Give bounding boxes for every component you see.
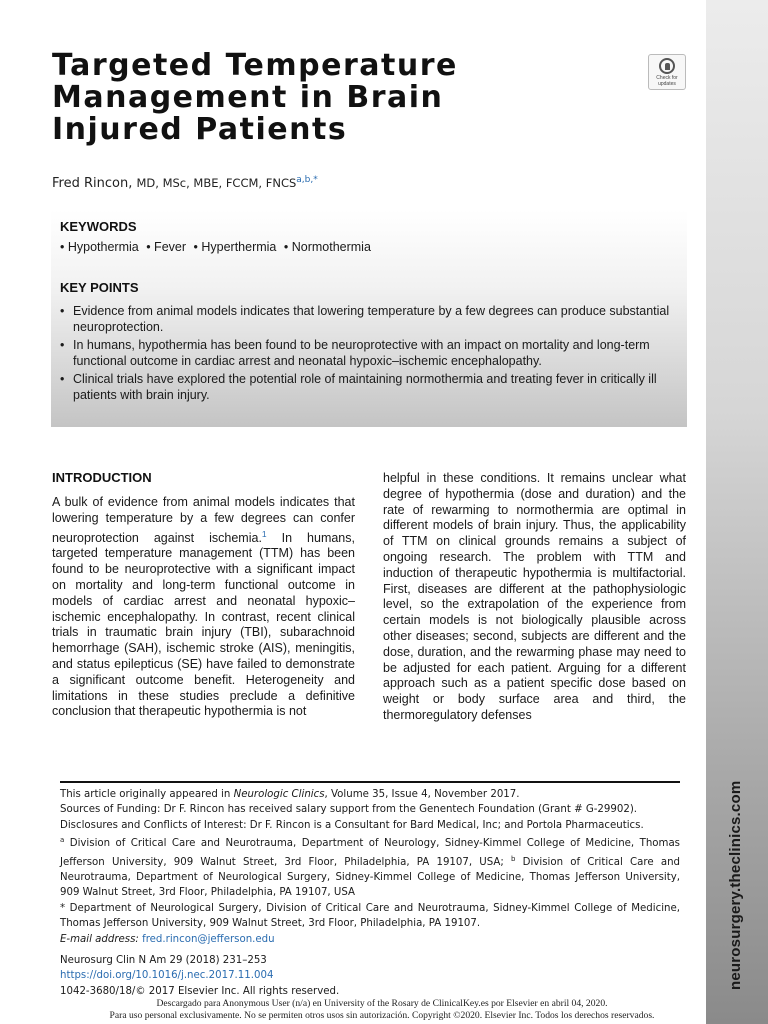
key-point-item: • Evidence from animal models indicates that lowering temperature by a few degrees can produce substantial neuroprotection. [60, 303, 677, 335]
disclosures-note: Disclosures and Conflicts of Interest: Dr F. Rincon is a Consultant for Bard Medical, Inc; and Portola Pharmaceutics. [60, 819, 644, 831]
keywords-heading: KEYWORDS [60, 219, 137, 234]
key-point-item: • In humans, hypothermia has been found to be neuroprotective with an impact on mortality and long-term functional outcome in cardiac arrest and neonatal hypoxic–ischemic encephalopathy. [60, 337, 677, 369]
intro-right-column: helpful in these conditions. It remains unclear what degree of hypothermia (dose and duration) and the rate of rewarming to normothermia are optimal in different models of brain injury. Thus, the applicability of TTM on clinical grounds remains a subject of ongoing research. The problem with TTM and induction of therapeutic hypothermia is multifactorial. First, diseases are different at the pathophysiologic level, so the extrapolation of the experience from certain models is not biologically plausible across other diseases; second, subjects are different and the dose, duration, and the rewarming phase may need to be adjusted for each patient. Arguing for a different approach such as a patient specific dose based on weight or body surface area and third, the thermoregulatory defenses [383, 471, 686, 722]
download-notice [60, 998, 704, 1022]
keyword: • Fever [146, 240, 187, 254]
original-journal: Neurologic Clinics [233, 789, 325, 800]
affiliations-note: $^a$ Division of Critical Care and Neurotrauma, Department of Neurology, Sidney-Kimmel College of Medicine, Thomas Jefferson University, 909 Walnut Street, 3rd Floor, Philadelphia, PA 19107, USA; $^b$ Division of Critical Care and Neurotrauma, Department of Neurological Surgery, Sidney-Kimmel College of Medicine, Thomas Jefferson University, 909 Walnut Street, 3rd Floor, Philadelphia, PA 19107, USA [60, 836, 681, 899]
footnotes [60, 787, 680, 947]
email-line [60, 932, 680, 947]
title-line-2: Management in Brain [52, 80, 444, 115]
original-publication-note: This article originally appeared in Neurologic Clinics, Volume 35, Issue 4, November 2017. [60, 789, 520, 800]
journal-url: neurosurgery.theclinics.com [727, 780, 744, 990]
title-line-1: Targeted Temperature [52, 48, 458, 83]
bookmark-icon [659, 58, 675, 74]
corresponding-author-note: * Department of Neurological Surgery, Division of Critical Care and Neurotrauma, Sidney-Kimmel College of Medicine, Thomas Jefferson University, 909 Walnut Street, 3rd Floor, Philadelphia, PA 19107. [60, 902, 680, 930]
keyword: • Normothermia [283, 240, 371, 254]
title-line-3: Injured Patients [52, 112, 348, 147]
check-for-updates-label: Check for updates [656, 75, 678, 87]
intro-left-text-1: A bulk of evidence from animal models indicates that lowering temperature by a few degrees can confer neuroprotection against ischemia. [52, 495, 355, 545]
citation-block [60, 953, 339, 999]
journal-citation: Neurosurg Clin N Am 29 (2018) 231–253 [60, 955, 267, 966]
footnote-divider [60, 781, 680, 783]
email-link[interactable]: fred.rincon@jefferson.edu [142, 933, 275, 945]
affiliation-marks-link[interactable]: a,b,* [296, 175, 318, 185]
funding-note: Sources of Funding: Dr F. Rincon has received salary support from the Genentech Foundation (Grant # G-29902). [60, 804, 638, 816]
download-notice-line-1: Descargado para Anonymous User (n/a) en University of the Rosary de ClinicalKey.es por Elsevier en abril 04, 2020. [156, 998, 608, 1009]
key-point-item: • Clinical trials have explored the potential role of maintaining normothermia and treating fever in critically ill patients with brain injury. [60, 371, 677, 403]
email-label: E-mail address: [60, 933, 139, 945]
key-points-heading: KEY POINTS [60, 280, 139, 295]
author-line [52, 175, 318, 191]
intro-left-column [52, 495, 355, 720]
author-name: Fred Rincon, [52, 176, 133, 191]
article-title [52, 50, 612, 146]
key-points-list [60, 303, 677, 403]
reference-link[interactable]: 1 [261, 528, 267, 539]
doi-link[interactable]: https://doi.org/10.1016/j.nec.2017.11.004 [60, 970, 274, 982]
keywords-keypoints-box [51, 210, 687, 427]
copyright-line: 1042-3680/18/© 2017 Elsevier Inc. All rights reserved. [60, 985, 340, 997]
download-notice-line-2: Para uso personal exclusivamente. No se permiten otros usos sin autorización. Copyright ©2020. Elsevier Inc. Todos los derechos reservados. [109, 1010, 655, 1021]
introduction-heading: INTRODUCTION [52, 470, 152, 485]
keywords-list [60, 240, 677, 254]
check-for-updates-button[interactable] [648, 54, 686, 90]
intro-left-text-2: In humans, targeted temperature management (TTM) has been found to be neuroprotective with a significant impact on mortality and long-term functional outcome in models of cardiac arrest and neonatal hypoxic–ischemic encephalopathy. In contrast, recent clinical trials in traumatic brain injury (TBI), subarachnoid hemorrhage (SAH), ischemic stroke (AIS), meningitis, and status epilepticus (SE) have failed to demonstrate a significant outcome benefit. Heterogeneity and limitations in these studies preclude a definitive conclusion that therapeutic hypothermia is not [52, 530, 355, 719]
author-credentials: MD, MSc, MBE, FCCM, FNCS [136, 176, 297, 190]
keyword: • Hyperthermia [193, 240, 277, 254]
keyword: • Hypothermia [60, 240, 139, 254]
